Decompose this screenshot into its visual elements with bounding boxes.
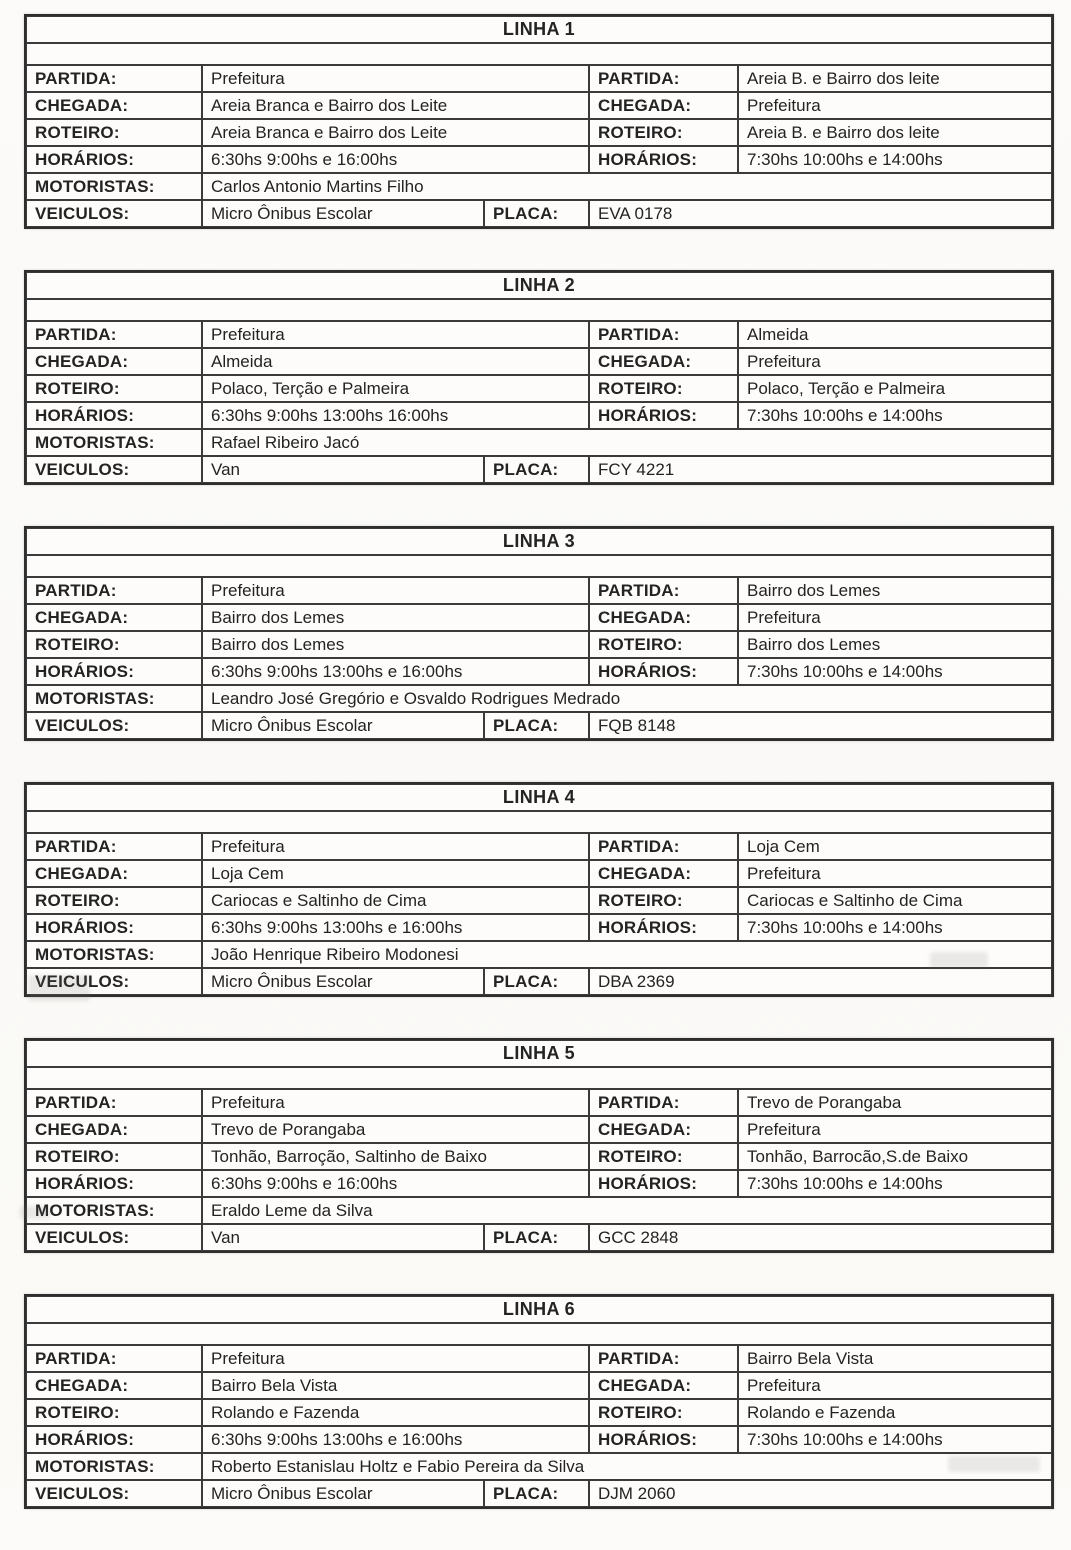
value-roteiro-volta: Rolando e Fazenda (738, 1399, 1052, 1426)
label-veiculos: VEICULOS: (26, 200, 202, 227)
scan-smudge (948, 1456, 1040, 1472)
label-partida-volta: PARTIDA: (589, 577, 738, 604)
linha-2-table (24, 270, 1054, 485)
label-chegada-ida: CHEGADA: (26, 860, 202, 887)
value-chegada-volta: Prefeitura (738, 1372, 1052, 1399)
label-partida-ida: PARTIDA: (26, 577, 202, 604)
value-placa: FQB 8148 (589, 712, 1052, 739)
value-horarios-volta: 7:30hs 10:00hs e 14:00hs (738, 402, 1052, 429)
label-motoristas: MOTORISTAS: (26, 685, 202, 712)
label-partida-ida: PARTIDA: (26, 65, 202, 92)
label-chegada-ida: CHEGADA: (26, 604, 202, 631)
label-chegada-ida: CHEGADA: (26, 1116, 202, 1143)
label-partida-volta: PARTIDA: (589, 65, 738, 92)
label-roteiro-ida: ROTEIRO: (26, 1143, 202, 1170)
label-horarios-ida: HORÁRIOS: (26, 658, 202, 685)
value-roteiro-ida: Bairro dos Lemes (202, 631, 589, 658)
spacer-row (26, 811, 1052, 833)
value-partida-volta: Bairro dos Lemes (738, 577, 1052, 604)
value-chegada-volta: Prefeitura (738, 92, 1052, 119)
label-horarios-volta: HORÁRIOS: (589, 402, 738, 429)
value-partida-volta: Areia B. e Bairro dos leite (738, 65, 1052, 92)
scanned-document-page (24, 14, 1054, 1550)
value-horarios-ida: 6:30hs 9:00hs 13:00hs e 16:00hs (202, 914, 589, 941)
label-roteiro-volta: ROTEIRO: (589, 375, 738, 402)
value-placa: FCY 4221 (589, 456, 1052, 483)
label-placa: PLACA: (484, 1224, 589, 1251)
label-horarios-ida: HORÁRIOS: (26, 1170, 202, 1197)
value-partida-volta: Almeida (738, 321, 1052, 348)
label-chegada-volta: CHEGADA: (589, 1372, 738, 1399)
spacer-row (26, 1067, 1052, 1089)
label-roteiro-ida: ROTEIRO: (26, 375, 202, 402)
value-horarios-volta: 7:30hs 10:00hs e 14:00hs (738, 1170, 1052, 1197)
linha-title: LINHA 3 (26, 528, 1052, 555)
value-horarios-volta: 7:30hs 10:00hs e 14:00hs (738, 1426, 1052, 1453)
value-placa: GCC 2848 (589, 1224, 1052, 1251)
label-chegada-volta: CHEGADA: (589, 1116, 738, 1143)
value-horarios-ida: 6:30hs 9:00hs 13:00hs e 16:00hs (202, 1426, 589, 1453)
value-partida-ida: Prefeitura (202, 1089, 589, 1116)
label-veiculos: VEICULOS: (26, 712, 202, 739)
label-veiculos: VEICULOS: (26, 1480, 202, 1507)
linha-3-table (24, 526, 1054, 741)
linha-title: LINHA 6 (26, 1296, 1052, 1323)
label-veiculos: VEICULOS: (26, 968, 202, 995)
scan-smudge (930, 952, 988, 968)
value-veiculo: Van (202, 456, 484, 483)
value-motoristas: Carlos Antonio Martins Filho (202, 173, 1052, 200)
value-partida-ida: Prefeitura (202, 321, 589, 348)
label-motoristas: MOTORISTAS: (26, 941, 202, 968)
label-veiculos: VEICULOS: (26, 1224, 202, 1251)
label-horarios-ida: HORÁRIOS: (26, 146, 202, 173)
label-chegada-ida: CHEGADA: (26, 92, 202, 119)
value-chegada-ida: Trevo de Porangaba (202, 1116, 589, 1143)
label-chegada-volta: CHEGADA: (589, 604, 738, 631)
label-placa: PLACA: (484, 200, 589, 227)
label-partida-ida: PARTIDA: (26, 321, 202, 348)
label-horarios-volta: HORÁRIOS: (589, 146, 738, 173)
value-horarios-volta: 7:30hs 10:00hs e 14:00hs (738, 658, 1052, 685)
label-roteiro-volta: ROTEIRO: (589, 887, 738, 914)
spacer-row (26, 299, 1052, 321)
value-motoristas: Rafael Ribeiro Jacó (202, 429, 1052, 456)
value-veiculo: Micro Ônibus Escolar (202, 712, 484, 739)
label-roteiro-volta: ROTEIRO: (589, 631, 738, 658)
value-horarios-ida: 6:30hs 9:00hs 13:00hs e 16:00hs (202, 658, 589, 685)
label-placa: PLACA: (484, 712, 589, 739)
spacer-row (26, 43, 1052, 65)
label-roteiro-volta: ROTEIRO: (589, 1399, 738, 1426)
label-chegada-ida: CHEGADA: (26, 348, 202, 375)
spacer-row (26, 555, 1052, 577)
label-motoristas: MOTORISTAS: (26, 173, 202, 200)
scan-smudge (20, 1206, 50, 1219)
value-horarios-volta: 7:30hs 10:00hs e 14:00hs (738, 914, 1052, 941)
value-chegada-ida: Almeida (202, 348, 589, 375)
value-chegada-volta: Prefeitura (738, 604, 1052, 631)
value-motoristas: Leandro José Gregório e Osvaldo Rodrigues Medrado (202, 685, 1052, 712)
linha-1-table (24, 14, 1054, 229)
value-motoristas: Roberto Estanislau Holtz e Fabio Pereira da Silva (202, 1453, 1052, 1480)
label-roteiro-ida: ROTEIRO: (26, 1399, 202, 1426)
label-roteiro-volta: ROTEIRO: (589, 1143, 738, 1170)
value-motoristas: Eraldo Leme da Silva (202, 1197, 1052, 1224)
value-roteiro-volta: Bairro dos Lemes (738, 631, 1052, 658)
label-motoristas: MOTORISTAS: (26, 1197, 202, 1224)
label-roteiro-ida: ROTEIRO: (26, 119, 202, 146)
value-partida-volta: Trevo de Porangaba (738, 1089, 1052, 1116)
value-chegada-ida: Areia Branca e Bairro dos Leite (202, 92, 589, 119)
linha-title: LINHA 4 (26, 784, 1052, 811)
linha-title: LINHA 5 (26, 1040, 1052, 1067)
linha-5-table (24, 1038, 1054, 1253)
value-partida-volta: Loja Cem (738, 833, 1052, 860)
label-chegada-volta: CHEGADA: (589, 92, 738, 119)
label-horarios-ida: HORÁRIOS: (26, 1426, 202, 1453)
linha-6-table (24, 1294, 1054, 1509)
value-horarios-ida: 6:30hs 9:00hs 13:00hs 16:00hs (202, 402, 589, 429)
label-horarios-volta: HORÁRIOS: (589, 1426, 738, 1453)
label-horarios-volta: HORÁRIOS: (589, 658, 738, 685)
value-horarios-volta: 7:30hs 10:00hs e 14:00hs (738, 146, 1052, 173)
label-placa: PLACA: (484, 1480, 589, 1507)
value-roteiro-volta: Cariocas e Saltinho de Cima (738, 887, 1052, 914)
label-horarios-volta: HORÁRIOS: (589, 1170, 738, 1197)
value-roteiro-ida: Polaco, Terção e Palmeira (202, 375, 589, 402)
label-chegada-volta: CHEGADA: (589, 348, 738, 375)
spacer-row (26, 1323, 1052, 1345)
label-roteiro-ida: ROTEIRO: (26, 887, 202, 914)
value-roteiro-volta: Tonhão, Barrocão,S.de Baixo (738, 1143, 1052, 1170)
value-roteiro-ida: Tonhão, Barroção, Saltinho de Baixo (202, 1143, 589, 1170)
label-motoristas: MOTORISTAS: (26, 429, 202, 456)
linha-title: LINHA 2 (26, 272, 1052, 299)
label-roteiro-volta: ROTEIRO: (589, 119, 738, 146)
value-placa: EVA 0178 (589, 200, 1052, 227)
label-partida-ida: PARTIDA: (26, 1345, 202, 1372)
label-horarios-volta: HORÁRIOS: (589, 914, 738, 941)
value-chegada-volta: Prefeitura (738, 860, 1052, 887)
value-roteiro-ida: Cariocas e Saltinho de Cima (202, 887, 589, 914)
value-chegada-ida: Bairro dos Lemes (202, 604, 589, 631)
value-roteiro-volta: Polaco, Terção e Palmeira (738, 375, 1052, 402)
value-chegada-ida: Bairro Bela Vista (202, 1372, 589, 1399)
label-horarios-ida: HORÁRIOS: (26, 914, 202, 941)
value-partida-ida: Prefeitura (202, 65, 589, 92)
value-chegada-volta: Prefeitura (738, 348, 1052, 375)
value-veiculo: Van (202, 1224, 484, 1251)
value-chegada-ida: Loja Cem (202, 860, 589, 887)
label-partida-volta: PARTIDA: (589, 833, 738, 860)
label-horarios-ida: HORÁRIOS: (26, 402, 202, 429)
label-placa: PLACA: (484, 968, 589, 995)
label-roteiro-ida: ROTEIRO: (26, 631, 202, 658)
label-partida-volta: PARTIDA: (589, 321, 738, 348)
label-partida-ida: PARTIDA: (26, 1089, 202, 1116)
label-motoristas: MOTORISTAS: (26, 1453, 202, 1480)
value-partida-ida: Prefeitura (202, 1345, 589, 1372)
value-roteiro-ida: Areia Branca e Bairro dos Leite (202, 119, 589, 146)
value-roteiro-volta: Areia B. e Bairro dos leite (738, 119, 1052, 146)
value-placa: DBA 2369 (589, 968, 1052, 995)
value-horarios-ida: 6:30hs 9:00hs e 16:00hs (202, 1170, 589, 1197)
value-placa: DJM 2060 (589, 1480, 1052, 1507)
value-horarios-ida: 6:30hs 9:00hs e 16:00hs (202, 146, 589, 173)
label-placa: PLACA: (484, 456, 589, 483)
value-roteiro-ida: Rolando e Fazenda (202, 1399, 589, 1426)
value-partida-ida: Prefeitura (202, 577, 589, 604)
value-veiculo: Micro Ônibus Escolar (202, 1480, 484, 1507)
linha-title: LINHA 1 (26, 16, 1052, 43)
value-chegada-volta: Prefeitura (738, 1116, 1052, 1143)
linha-4-table (24, 782, 1054, 997)
scan-smudge (28, 975, 90, 1001)
label-chegada-ida: CHEGADA: (26, 1372, 202, 1399)
label-partida-volta: PARTIDA: (589, 1345, 738, 1372)
value-motoristas: João Henrique Ribeiro Modonesi (202, 941, 1052, 968)
label-chegada-volta: CHEGADA: (589, 860, 738, 887)
label-veiculos: VEICULOS: (26, 456, 202, 483)
value-partida-volta: Bairro Bela Vista (738, 1345, 1052, 1372)
label-partida-volta: PARTIDA: (589, 1089, 738, 1116)
value-veiculo: Micro Ônibus Escolar (202, 200, 484, 227)
label-partida-ida: PARTIDA: (26, 833, 202, 860)
value-veiculo: Micro Ônibus Escolar (202, 968, 484, 995)
value-partida-ida: Prefeitura (202, 833, 589, 860)
